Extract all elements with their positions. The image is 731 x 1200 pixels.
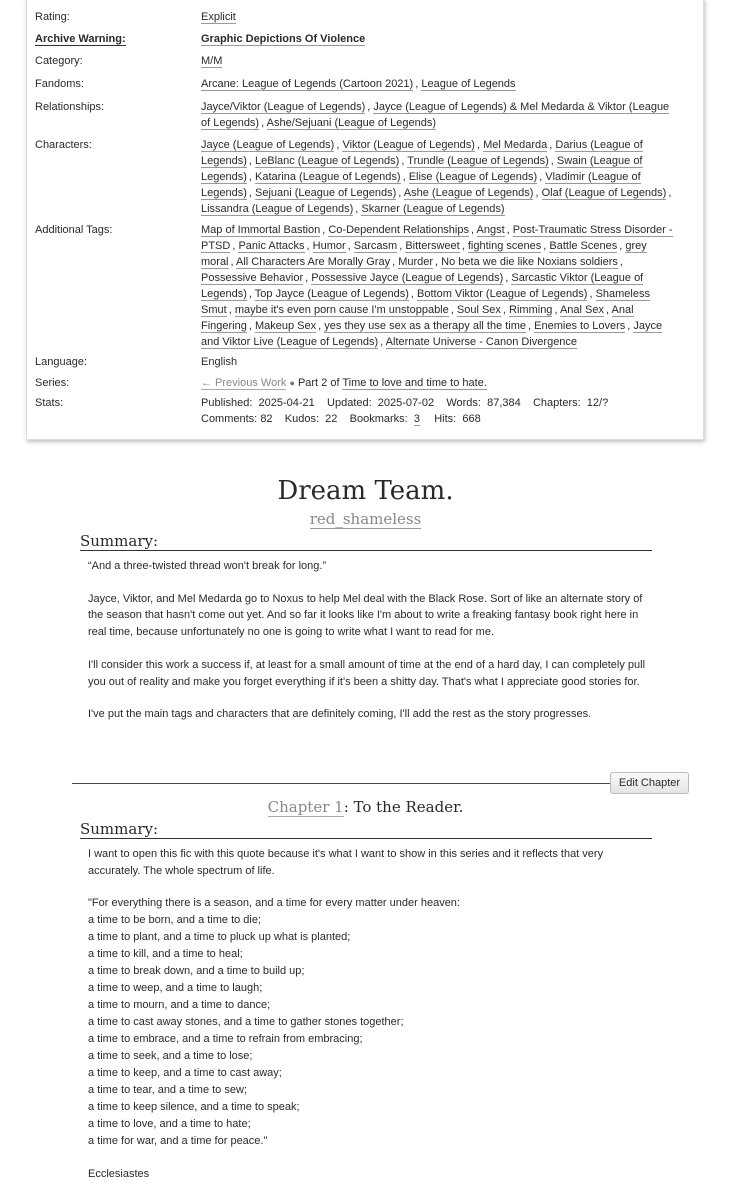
tag-link[interactable]: Mel Medarda bbox=[483, 139, 548, 151]
tag-link[interactable]: Olaf (League of Legends) bbox=[541, 187, 667, 199]
tag-link[interactable]: grey moral bbox=[201, 240, 647, 268]
tag-link[interactable]: yes they use sex as a therapy all the time bbox=[324, 320, 527, 332]
summary-paragraph: Jayce, Viktor, and Mel Medarda go to Noxus to help Mel deal with the Black Rose. Sort of like an alternate story of the season that hasn't come out yet. And so far it looks like I'm about to write a freaking fantasy book right here in real time, because unfortunately no one is going to write what I want to read for me. bbox=[88, 592, 643, 639]
tag-link[interactable]: Possessive Jayce (League of Legends) bbox=[311, 272, 504, 284]
additional-tags-list: Map of Immortal Bastion , Co-Dependent Relationships , Angst , Post-Traumatic Stress Disorder - PTSD , Panic Attacks , Humor , Sarcasm , Bittersweet , fighting scenes , Battle Scenes , grey moral , All Characters Are Morally Gray , Murder , No beta we die like Noxians soldiers , Possessive Behavior , Possessive Jayce (League of Legends) , Sarcastic Viktor (League of Legends) , Top Jayce (League of Legends) , Bottom Viktor (League of Legends) , Shameless Smut , maybe it's even porn cause I'm unstoppable , Soul Sex , Rimming , Anal Sex , Anal Fingering , Makeup Sex , yes they use sex as a therapy all the time , Enemies to Lovers , Jayce and Viktor Live (League of Legends) , Alternate Universe - Canon Divergence bbox=[201, 224, 673, 348]
quote-line: a time to mourn, and a time to dance; bbox=[88, 999, 271, 1012]
quote-line: a time to tear, and a time to sew; bbox=[88, 1084, 247, 1097]
series-part-text: Part 2 of bbox=[297, 377, 340, 389]
quote-line: "For everything there is a season, and a time for every matter under heaven: bbox=[88, 897, 460, 910]
tag-link[interactable]: Battle Scenes bbox=[549, 240, 618, 252]
quote-line: a time to weep, and a time to laugh; bbox=[88, 982, 263, 995]
published-value: 2025-04-21 bbox=[258, 397, 315, 409]
quote-line: a time to cast away stones, and a time to gather stones together; bbox=[88, 1016, 404, 1029]
tag-link[interactable]: maybe it's even porn cause I'm unstoppable bbox=[234, 304, 449, 316]
tag-link[interactable]: League of Legends bbox=[421, 78, 516, 90]
relationships-list: Jayce/Viktor (League of Legends) , Jayce (League of Legends) & Mel Medarda & Viktor (League of Legends) , Ashe/Sejuani (League of Legends) bbox=[201, 101, 670, 129]
tag-link[interactable]: Humor bbox=[312, 240, 346, 252]
tag-link[interactable]: Anal Fingering bbox=[201, 304, 634, 332]
quote-line: a time to kill, and a time to heal; bbox=[88, 948, 243, 961]
stats-values bbox=[201, 395, 673, 427]
previous-work-link[interactable]: ← Previous Work bbox=[201, 377, 287, 389]
published-label: Published: bbox=[201, 397, 253, 409]
fandoms-label: Fandoms: bbox=[35, 78, 84, 90]
updated-value: 2025-07-02 bbox=[377, 397, 435, 409]
quote-line: a time to seek, and a time to lose; bbox=[88, 1050, 253, 1063]
fandoms-list: Arcane: League of Legends (Cartoon 2021) , League of Legends bbox=[201, 78, 516, 90]
tag-link[interactable]: Bottom Viktor (League of Legends) bbox=[417, 288, 588, 300]
tag-link[interactable]: Post-Traumatic Stress Disorder - PTSD bbox=[201, 224, 673, 252]
tag-link[interactable]: Sejuani (League of Legends) bbox=[255, 187, 397, 199]
tag-link[interactable]: Jayce (League of Legends) & Mel Medarda & Viktor (League of Legends) bbox=[201, 101, 670, 129]
words-value: 87,384 bbox=[487, 397, 521, 409]
chapter-title-text: : To the Reader. bbox=[343, 798, 464, 816]
quote-line: a time to keep silence, and a time to speak; bbox=[88, 1101, 300, 1114]
tag-link[interactable]: fighting scenes bbox=[467, 240, 542, 252]
work-title: Dream Team. bbox=[277, 476, 454, 506]
edit-chapter-button[interactable]: Edit Chapter bbox=[610, 772, 689, 794]
quote-block bbox=[88, 895, 648, 1150]
quote-line: a time to be born, and a time to die; bbox=[88, 914, 262, 927]
rating-label: Rating: bbox=[35, 11, 70, 23]
series-bullet: ● bbox=[289, 378, 295, 388]
additional-tags-label: Additional Tags: bbox=[35, 224, 113, 236]
category-label: Category: bbox=[35, 55, 83, 67]
rating-tag[interactable]: Explicit bbox=[201, 11, 236, 23]
tag-link[interactable]: Rimming bbox=[509, 304, 553, 316]
hits-label: Hits: bbox=[434, 413, 457, 425]
tag-link[interactable]: Lissandra (League of Legends) bbox=[201, 203, 354, 215]
stats-label: Stats: bbox=[35, 397, 64, 409]
comments-label: Comments: bbox=[201, 413, 258, 425]
characters-list: Jayce (League of Legends) , Viktor (League of Legends) , Mel Medarda , Darius (League of Legends) , LeBlanc (League of Legends) , Trundle (League of Legends) , Swain (League of Legends) , Katarina (League of Legends) , Elise (League of Legends) , Vladimir (League of Legends) , Sejuani (League of Legends) , Ashe (League of Legends) , Olaf (League of Legends) , Lissandra (League of Legends) , Skarner (League of Legends) bbox=[201, 139, 672, 215]
bookmarks-label: Bookmarks: bbox=[349, 413, 408, 425]
tag-link[interactable]: Makeup Sex bbox=[254, 320, 317, 332]
quote-line: a time to plant, and a time to pluck up what is planted; bbox=[88, 931, 351, 944]
tag-link[interactable]: Jayce (League of Legends) bbox=[201, 139, 335, 151]
tag-link[interactable]: Angst bbox=[476, 224, 505, 236]
summary-paragraph: I've put the main tags and characters that are definitely coming, I'll add the rest as the story progresses. bbox=[88, 708, 592, 721]
kudos-value: 22 bbox=[325, 413, 338, 425]
tag-link[interactable]: No beta we die like Noxians soldiers bbox=[441, 256, 618, 268]
tag-link[interactable]: Sarcasm bbox=[353, 240, 398, 252]
tag-link[interactable]: Enemies to Lovers bbox=[534, 320, 626, 332]
warning-label[interactable]: Archive Warning: bbox=[35, 33, 126, 45]
quote-line: a time to keep, and a time to cast away; bbox=[88, 1067, 282, 1080]
kudos-label: Kudos: bbox=[284, 413, 320, 425]
tag-link[interactable]: Alternate Universe - Canon Divergence bbox=[385, 336, 578, 348]
quote-line: a time to embrace, and a time to refrain from embracing; bbox=[88, 1033, 363, 1046]
quote-source: Ecclesiastes bbox=[88, 1168, 150, 1181]
tag-link[interactable]: Ashe (League of Legends) bbox=[403, 187, 534, 199]
chapter-title bbox=[0, 798, 731, 816]
words-label: Words: bbox=[446, 397, 481, 409]
language-value: English bbox=[201, 356, 238, 368]
tag-link[interactable]: Map of Immortal Bastion bbox=[201, 224, 321, 236]
tag-link[interactable]: Co-Dependent Relationships bbox=[328, 224, 469, 236]
tag-link[interactable]: Ashe/Sejuani (League of Legends) bbox=[266, 117, 437, 129]
tag-link[interactable]: Possessive Behavior bbox=[201, 272, 304, 284]
comments-value: 82 bbox=[260, 413, 273, 425]
quote-line: a time to break down, and a time to build up; bbox=[88, 965, 305, 978]
chapter-divider bbox=[72, 783, 610, 784]
tag-link[interactable]: Vladimir (League of Legends) bbox=[201, 171, 641, 199]
series-label: Series: bbox=[35, 377, 70, 389]
bookmarks-link[interactable]: 3 bbox=[413, 413, 420, 425]
tag-link[interactable]: LeBlanc (League of Legends) bbox=[255, 155, 400, 167]
tag-link[interactable]: Shameless Smut bbox=[201, 288, 650, 316]
tag-link[interactable]: Anal Sex bbox=[559, 304, 604, 316]
tag-link[interactable]: Panic Attacks bbox=[238, 240, 305, 252]
tag-link[interactable]: Darius (League of Legends) bbox=[201, 139, 643, 167]
tag-link[interactable]: Elise (League of Legends) bbox=[408, 171, 538, 183]
tag-link[interactable]: Arcane: League of Legends (Cartoon 2021) bbox=[201, 78, 414, 90]
tag-link[interactable]: Jayce/Viktor (League of Legends) bbox=[201, 101, 366, 113]
language-label: Language: bbox=[35, 356, 87, 368]
chapter-summary bbox=[88, 846, 648, 1199]
author-link[interactable]: red_shameless bbox=[309, 510, 422, 528]
tag-link[interactable]: All Characters Are Morally Gray bbox=[236, 256, 391, 268]
tag-link[interactable]: Skarner (League of Legends) bbox=[361, 203, 505, 215]
tag-link[interactable]: Top Jayce (League of Legends) bbox=[254, 288, 409, 300]
quote-line: a time to love, and a time to hate; bbox=[88, 1118, 251, 1131]
tag-link[interactable]: Swain (League of Legends) bbox=[201, 155, 643, 183]
tag-link[interactable]: Trundle (League of Legends) bbox=[407, 155, 549, 167]
chapter-summary-heading: Summary: bbox=[80, 820, 652, 839]
summary-paragraph: “And a three-twisted thread won't break for long.” bbox=[88, 560, 327, 572]
tag-link[interactable]: Murder bbox=[398, 256, 434, 268]
tag-link[interactable]: Katarina (League of Legends) bbox=[255, 171, 401, 183]
updated-label: Updated: bbox=[327, 397, 372, 409]
warning-tag[interactable]: Graphic Depictions Of Violence bbox=[201, 33, 366, 45]
quote-line: a time for war, and a time for peace." bbox=[88, 1135, 268, 1148]
hits-value: 668 bbox=[462, 413, 481, 425]
tag-link[interactable]: Bittersweet bbox=[405, 240, 460, 252]
chapters-label: Chapters: bbox=[532, 397, 581, 409]
tag-link[interactable]: Jayce and Viktor Live (League of Legends) bbox=[201, 320, 663, 348]
chapter-link[interactable]: Chapter 1 bbox=[267, 798, 344, 816]
relationships-label: Relationships: bbox=[35, 101, 105, 113]
chapter-intro: I want to open this fic with this quote because it's what I want to show in this series and it reflects that very accurately. The whole spectrum of life. bbox=[88, 848, 604, 877]
work-summary bbox=[88, 558, 648, 739]
summary-paragraph: I'll consider this work a success if, at least for a small amount of time at the end of a hard day, I can completely pull you out of reality and make you forget everything if it's been a shitty day. That's what I appreciate good stories for. bbox=[88, 658, 646, 688]
chapters-value: 12/? bbox=[586, 397, 609, 409]
category-tag[interactable]: M/M bbox=[201, 55, 223, 67]
work-meta-box bbox=[26, 0, 704, 440]
work-summary-heading: Summary: bbox=[80, 532, 652, 551]
tag-link[interactable]: Sarcastic Viktor (League of Legends) bbox=[201, 272, 644, 300]
tag-link[interactable]: Viktor (League of Legends) bbox=[342, 139, 475, 151]
series-link[interactable]: Time to love and time to hate. bbox=[342, 377, 487, 389]
tag-link[interactable]: Soul Sex bbox=[456, 304, 501, 316]
characters-label: Characters: bbox=[35, 139, 92, 151]
